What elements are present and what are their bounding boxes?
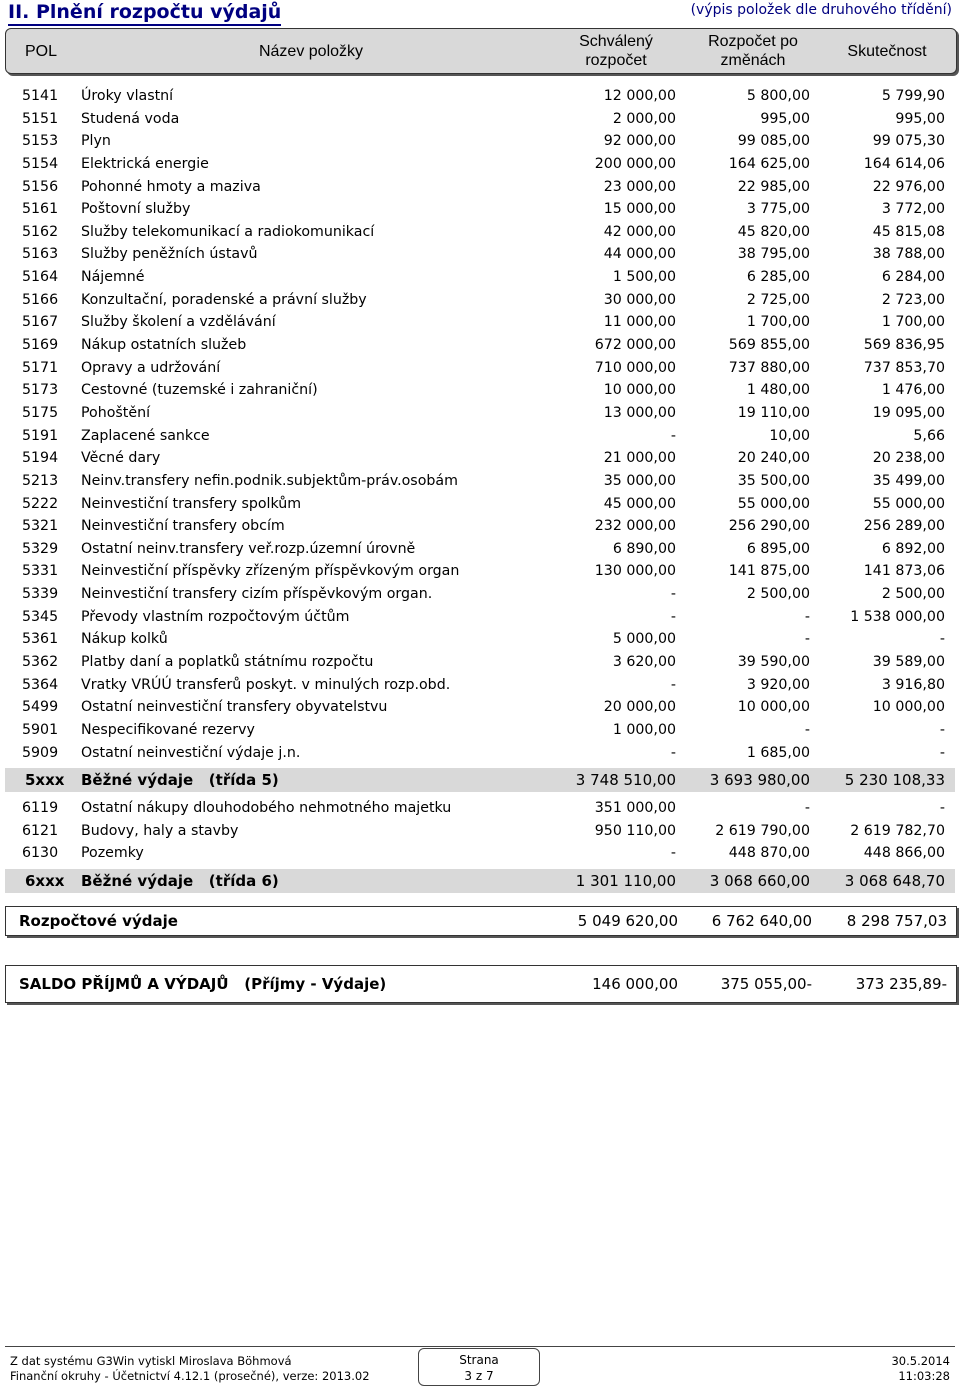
row-name: Budovy, haly a stavby — [81, 822, 239, 839]
saldo-box — [5, 965, 957, 1003]
row-pol: 5213 — [22, 472, 59, 489]
row-pol: 5163 — [22, 246, 59, 263]
row-approved: 13 000,00 — [603, 404, 676, 421]
row-actual: 569 836,95 — [863, 337, 945, 354]
table-row — [0, 153, 960, 176]
row-name: Ostatní neinv.transfery veř.rozp.územní úrovně — [81, 540, 416, 557]
row-name: Pozemky — [81, 845, 144, 862]
page-value: 3 z 7 — [464, 1369, 494, 1383]
summary-approved: 1 301 110,00 — [575, 872, 676, 890]
row-approved: 1 500,00 — [612, 269, 676, 286]
row-name: Studená voda — [81, 110, 180, 127]
footer-left — [10, 1354, 370, 1384]
row-approved: 10 000,00 — [603, 382, 676, 399]
row-revised: 20 240,00 — [737, 450, 810, 467]
row-pol: 5162 — [22, 223, 59, 240]
row-approved: 42 000,00 — [603, 223, 676, 240]
footer-divider — [5, 1346, 955, 1347]
row-actual: 3 916,80 — [881, 676, 945, 693]
row-name: Nespecifikované rezervy — [81, 721, 255, 738]
row-revised: 35 500,00 — [737, 472, 810, 489]
page-number-box — [418, 1348, 540, 1386]
summary-row-class5 — [5, 768, 955, 792]
table-row — [0, 334, 960, 357]
row-name: Konzultační, poradenské a právní služby — [81, 291, 367, 308]
row-pol: 5361 — [22, 631, 59, 648]
table-row — [0, 130, 960, 153]
summary-label: Běžné výdaje (třída 5) — [81, 771, 279, 789]
row-approved: - — [670, 845, 676, 862]
row-name: Úroky vlastní — [81, 88, 174, 104]
row-pol: 5154 — [22, 155, 59, 172]
header-actual: Skutečnost — [847, 42, 927, 60]
row-revised: 10,00 — [769, 427, 810, 444]
header-revised-line1: Rozpočet po — [708, 33, 798, 50]
row-revised: 55 000,00 — [737, 495, 810, 512]
table-row — [0, 696, 960, 719]
summary-label: Běžné výdaje (třída 6) — [81, 872, 279, 890]
row-name: Ostatní neinvestiční transfery obyvatelstvu — [81, 699, 388, 716]
header-approved-line2: rozpočet — [585, 52, 647, 69]
row-name: Vratky VRÚÚ transferů poskyt. v minulých rozp.obd. — [81, 676, 451, 693]
table-row — [0, 493, 960, 516]
row-pol: 5901 — [22, 721, 59, 738]
table-row — [0, 108, 960, 131]
header-name: Název položky — [258, 42, 364, 60]
row-actual: 1 476,00 — [881, 382, 945, 399]
row-approved: 35 000,00 — [603, 472, 676, 489]
row-pol: 5161 — [22, 201, 59, 218]
row-name: Neinvestiční příspěvky zřízeným příspěvkovým organ — [81, 563, 460, 580]
row-revised: 39 590,00 — [737, 654, 810, 671]
table-row — [0, 289, 960, 312]
table-header — [5, 28, 957, 74]
row-revised: 99 085,00 — [737, 133, 810, 150]
table-row — [0, 842, 960, 865]
row-actual: 995,00 — [895, 110, 945, 127]
footer-date: 30.5.2014 — [891, 1354, 950, 1368]
table-row — [0, 447, 960, 470]
row-approved: 130 000,00 — [594, 563, 676, 580]
row-actual: 19 095,00 — [872, 404, 945, 421]
row-approved: 351 000,00 — [594, 800, 676, 816]
table-row — [0, 425, 960, 448]
page-title: II. Plnění rozpočtu výdajů — [8, 0, 281, 26]
table-row — [0, 538, 960, 561]
row-revised: 19 110,00 — [737, 404, 810, 421]
row-actual: 1 700,00 — [881, 314, 945, 331]
total-expenditure-box — [5, 906, 957, 936]
row-pol: 5499 — [22, 699, 59, 716]
row-approved: 2 000,00 — [612, 110, 676, 127]
row-name: Neinv.transfery nefin.podnik.subjektům-práv.osobám — [81, 472, 458, 489]
row-name: Nákup ostatních služeb — [81, 337, 247, 354]
total-approved: 5 049 620,00 — [577, 912, 678, 930]
table-row — [0, 357, 960, 380]
summary-revised: 3 693 980,00 — [709, 771, 810, 789]
row-name: Převody vlastním rozpočtovým účtům — [81, 608, 350, 625]
row-pol: 5171 — [22, 359, 59, 376]
row-revised: 448 870,00 — [728, 845, 810, 862]
summary-approved: 3 748 510,00 — [575, 771, 676, 789]
table-row — [0, 797, 960, 820]
row-pol: 5339 — [22, 586, 59, 603]
table-row — [0, 379, 960, 402]
header-pol: POL — [24, 42, 57, 60]
row-revised: 256 290,00 — [728, 518, 810, 535]
table-row — [0, 560, 960, 583]
row-pol: 5362 — [22, 654, 59, 671]
row-approved: - — [670, 586, 676, 603]
footer-time: 11:03:28 — [898, 1369, 950, 1383]
row-revised: 164 625,00 — [728, 155, 810, 172]
row-actual: 1 538 000,00 — [850, 608, 945, 625]
row-actual: 6 892,00 — [881, 540, 945, 557]
table-row — [0, 583, 960, 606]
row-revised: 737 880,00 — [728, 359, 810, 376]
header-revised — [691, 29, 815, 73]
row-name: Služby peněžních ústavů — [81, 246, 258, 263]
row-actual: - — [939, 744, 945, 761]
row-pol: 5194 — [22, 450, 59, 467]
table-row — [0, 515, 960, 538]
row-approved: - — [670, 744, 676, 761]
row-revised: 1 685,00 — [746, 744, 810, 761]
table-row — [0, 311, 960, 334]
row-approved: - — [670, 676, 676, 693]
row-name: Zaplacené sankce — [81, 427, 210, 444]
row-pol: 5345 — [22, 608, 59, 625]
summary-pol: 5xxx — [25, 771, 65, 789]
row-actual: 6 284,00 — [881, 269, 945, 286]
table-row — [0, 266, 960, 289]
table-row — [0, 628, 960, 651]
row-revised: 5 800,00 — [746, 88, 810, 104]
row-name: Poštovní služby — [81, 201, 191, 218]
summary-actual: 3 068 648,70 — [844, 872, 945, 890]
saldo-actual: 373 235,89- — [855, 975, 947, 993]
row-revised: 6 285,00 — [746, 269, 810, 286]
row-name: Nákup kolků — [81, 631, 168, 648]
table-row — [0, 742, 960, 765]
row-actual: 737 853,70 — [863, 359, 945, 376]
row-actual: 99 075,30 — [872, 133, 945, 150]
summary-pol: 6xxx — [25, 872, 65, 890]
row-approved: 12 000,00 — [603, 88, 676, 104]
row-revised: 3 775,00 — [746, 201, 810, 218]
row-name: Neinvestiční transfery cizím příspěvkovým organ. — [81, 586, 433, 603]
row-approved: 1 000,00 — [612, 721, 676, 738]
header-approved-line1: Schválený — [579, 33, 653, 50]
row-revised: - — [804, 800, 810, 816]
row-pol: 5364 — [22, 676, 59, 693]
table-body-class5 — [0, 85, 960, 764]
row-actual: 22 976,00 — [872, 178, 945, 195]
row-approved: 672 000,00 — [594, 337, 676, 354]
row-actual: 10 000,00 — [872, 699, 945, 716]
row-name: Služby školení a vzdělávání — [81, 314, 276, 331]
row-name: Služby telekomunikací a radiokomunikací — [81, 223, 375, 240]
row-name: Ostatní neinvestiční výdaje j.n. — [81, 744, 301, 761]
row-approved: - — [670, 427, 676, 444]
footer-printed-by: Z dat systému G3Win vytiskl Miroslava Böhmová — [10, 1354, 292, 1368]
row-actual: - — [939, 800, 945, 816]
row-revised: 141 875,00 — [728, 563, 810, 580]
footer-system-version: Finanční okruhy - Účetnictví 4.12.1 (prosečné), verze: 2013.02 — [10, 1369, 370, 1383]
row-approved: 3 620,00 — [612, 654, 676, 671]
table-row — [0, 221, 960, 244]
page-subtitle: (výpis položek dle druhového třídění) — [690, 2, 952, 18]
row-actual: - — [939, 721, 945, 738]
table-row — [0, 176, 960, 199]
row-pol: 6119 — [22, 800, 59, 816]
row-name: Pohoštění — [81, 404, 151, 421]
summary-actual: 5 230 108,33 — [844, 771, 945, 789]
row-pol: 5156 — [22, 178, 59, 195]
row-revised: - — [804, 631, 810, 648]
row-revised: 995,00 — [760, 110, 810, 127]
table-body-class6 — [0, 797, 960, 865]
row-approved: 45 000,00 — [603, 495, 676, 512]
row-pol: 5173 — [22, 382, 59, 399]
row-pol: 5329 — [22, 540, 59, 557]
saldo-approved: 146 000,00 — [592, 975, 678, 993]
row-pol: 5141 — [22, 88, 59, 104]
row-actual: 2 723,00 — [881, 291, 945, 308]
row-approved: 710 000,00 — [594, 359, 676, 376]
saldo-revised: 375 055,00- — [720, 975, 812, 993]
total-actual: 8 298 757,03 — [846, 912, 947, 930]
row-revised: 10 000,00 — [737, 699, 810, 716]
row-approved: 21 000,00 — [603, 450, 676, 467]
row-actual: 5,66 — [913, 427, 945, 444]
saldo-label: SALDO PŘÍJMŮ A VÝDAJŮ (Příjmy - Výdaje) — [19, 975, 387, 993]
row-revised: - — [804, 608, 810, 625]
table-row — [0, 606, 960, 629]
row-actual: 448 866,00 — [863, 845, 945, 862]
row-revised: 45 820,00 — [737, 223, 810, 240]
row-actual: 20 238,00 — [872, 450, 945, 467]
total-revised: 6 762 640,00 — [711, 912, 812, 930]
row-name: Cestovné (tuzemské i zahraniční) — [81, 382, 318, 399]
row-pol: 5169 — [22, 337, 59, 354]
row-approved: 11 000,00 — [603, 314, 676, 331]
row-revised: 3 920,00 — [746, 676, 810, 693]
row-approved: 15 000,00 — [603, 201, 676, 218]
page-label: Strana — [459, 1353, 499, 1367]
row-name: Platby daní a poplatků státnímu rozpočtu — [81, 654, 374, 671]
row-name: Plyn — [81, 133, 111, 150]
row-actual: 141 873,06 — [863, 563, 945, 580]
table-row — [0, 243, 960, 266]
total-label: Rozpočtové výdaje — [19, 912, 178, 930]
header-approved — [554, 29, 678, 73]
row-pol: 5151 — [22, 110, 59, 127]
row-actual: 35 499,00 — [872, 472, 945, 489]
table-row — [0, 820, 960, 843]
row-pol: 5909 — [22, 744, 59, 761]
row-revised: 2 619 790,00 — [715, 822, 810, 839]
table-row — [0, 651, 960, 674]
row-name: Neinvestiční transfery spolkům — [81, 495, 302, 512]
row-revised: 2 500,00 — [746, 586, 810, 603]
table-row — [0, 674, 960, 697]
row-actual: 2 500,00 — [881, 586, 945, 603]
row-name: Pohonné hmoty a maziva — [81, 178, 261, 195]
row-actual: 45 815,08 — [872, 223, 945, 240]
row-approved: 6 890,00 — [612, 540, 676, 557]
row-pol: 5166 — [22, 291, 59, 308]
row-name: Opravy a udržování — [81, 359, 221, 376]
row-approved: 20 000,00 — [603, 699, 676, 716]
row-pol: 6121 — [22, 822, 59, 839]
row-revised: 1 480,00 — [746, 382, 810, 399]
row-approved: 44 000,00 — [603, 246, 676, 263]
row-pol: 5175 — [22, 404, 59, 421]
row-pol: 5167 — [22, 314, 59, 331]
row-name: Nájemné — [81, 269, 145, 286]
row-approved: 30 000,00 — [603, 291, 676, 308]
row-pol: 6130 — [22, 845, 59, 862]
row-actual: 55 000,00 — [872, 495, 945, 512]
row-revised: 2 725,00 — [746, 291, 810, 308]
row-approved: 200 000,00 — [594, 155, 676, 172]
summary-row-class6 — [5, 869, 955, 893]
header-revised-line2: změnách — [720, 52, 786, 69]
row-actual: 3 772,00 — [881, 201, 945, 218]
row-pol: 5164 — [22, 269, 59, 286]
row-actual: - — [939, 631, 945, 648]
row-approved: 5 000,00 — [612, 631, 676, 648]
row-pol: 5331 — [22, 563, 59, 580]
row-approved: 950 110,00 — [594, 822, 676, 839]
row-name: Věcné dary — [81, 450, 161, 467]
row-name: Neinvestiční transfery obcím — [81, 518, 285, 535]
row-pol: 5222 — [22, 495, 59, 512]
row-revised: 1 700,00 — [746, 314, 810, 331]
table-row — [0, 198, 960, 221]
row-pol: 5153 — [22, 133, 59, 150]
row-approved: - — [670, 608, 676, 625]
table-row — [0, 402, 960, 425]
row-approved: 232 000,00 — [594, 518, 676, 535]
row-revised: 38 795,00 — [737, 246, 810, 263]
row-actual: 5 799,90 — [881, 88, 945, 104]
row-actual: 38 788,00 — [872, 246, 945, 263]
table-row — [0, 470, 960, 493]
row-actual: 164 614,06 — [863, 155, 945, 172]
table-row — [0, 85, 960, 108]
row-pol: 5321 — [22, 518, 59, 535]
row-actual: 2 619 782,70 — [850, 822, 945, 839]
summary-revised: 3 068 660,00 — [709, 872, 810, 890]
row-approved: 92 000,00 — [603, 133, 676, 150]
row-approved: 23 000,00 — [603, 178, 676, 195]
row-pol: 5191 — [22, 427, 59, 444]
footer-right — [891, 1354, 950, 1384]
row-actual: 39 589,00 — [872, 654, 945, 671]
row-revised: 6 895,00 — [746, 540, 810, 557]
row-revised: 22 985,00 — [737, 178, 810, 195]
row-name: Elektrická energie — [81, 155, 209, 172]
row-actual: 256 289,00 — [863, 518, 945, 535]
row-name: Ostatní nákupy dlouhodobého nehmotného majetku — [81, 800, 452, 816]
row-revised: 569 855,00 — [728, 337, 810, 354]
row-revised: - — [804, 721, 810, 738]
table-row — [0, 719, 960, 742]
